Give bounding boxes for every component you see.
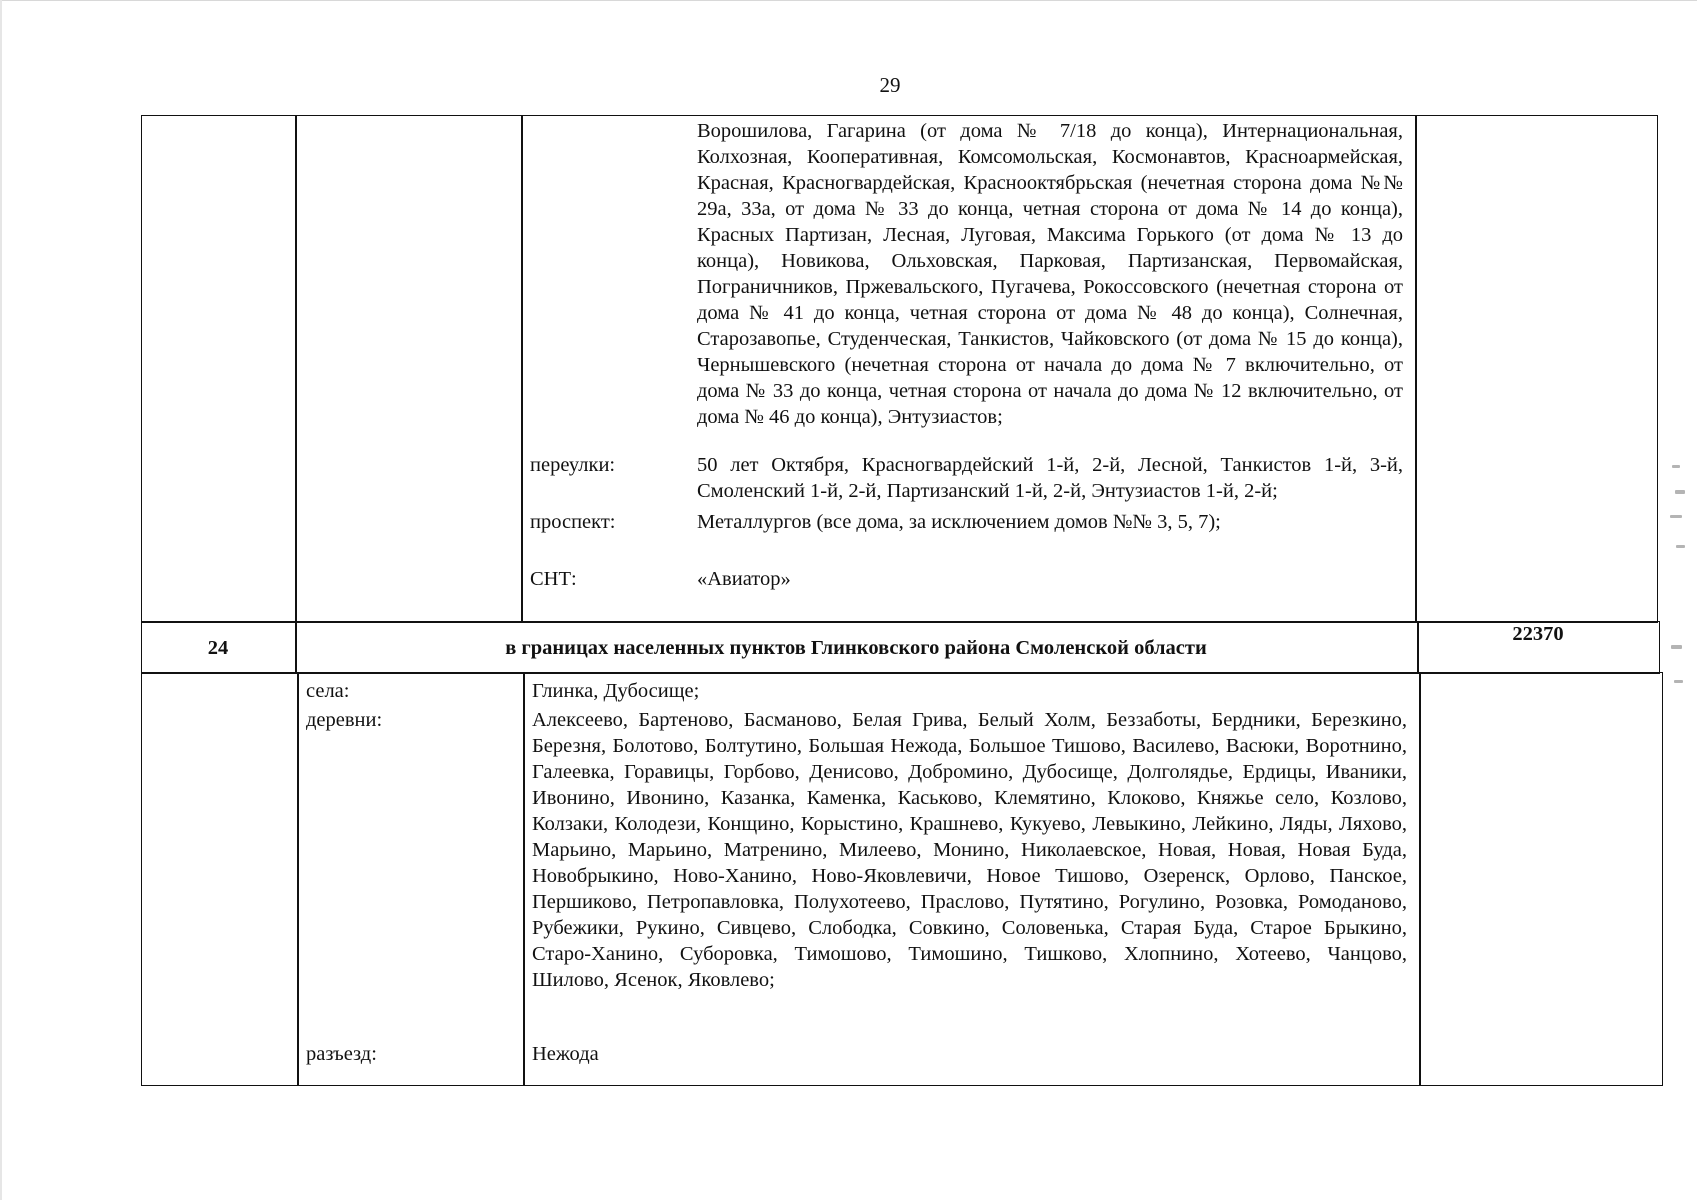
scan-speck xyxy=(1674,680,1683,683)
scan-speck xyxy=(1675,490,1685,494)
row-label-lanes: переулки: xyxy=(530,454,616,476)
scan-edge-left xyxy=(0,0,2,1200)
scan-edge-top xyxy=(0,0,1697,1)
row-label-hamlets: деревни: xyxy=(306,709,383,731)
row-value-lanes: 50 лет Октября, Красногвардейский 1-й, 2-й, Лесной, Танкистов 1-й, 3-й, Смоленский 1-й, 2-й, Партизанский 1-й, 2-й, Энтузиастов 1-й, 2-й; xyxy=(697,454,1403,502)
district-voter-count: 22370 xyxy=(1512,623,1564,645)
streets-list: Ворошилова, Гагарина (от дома № 7/18 до конца), Интернациональная, Колхозная, Кооперативная, Комсомольская, Космонавтов, Красноармейская, Красная, Красногвардейская, Краснооктябрьская (нечетная сторона дома №№ 29а, 33а, от дома № 33 до конца, четная сторона от дома № 14 до конца), Красных Партизан, Лесная, Луговая, Максима Горького (от дома № 13 до конца), Новикова, Ольховская, Парковая, Партизанская, Первомайская, Пограничников, Пржевальского, Пугачева, Рокоссовского (нечетная сторона от дома № 41 до конца, четная сторона от дома № 48 до конца), Солнечная, Старозавопье, Студенческая, Танкистов, Чайковского (от дома № 15 до конца), Чернышевского (нечетная сторона от начала до дома № 7 включительно, от дома № 33 до конца, четная сторона от начала до дома № 12 включительно, от дома № 46 до конца), Энтузиастов; xyxy=(697,120,1403,428)
scan-speck xyxy=(1671,645,1682,649)
column-divider xyxy=(523,673,525,1085)
scan-speck xyxy=(1672,465,1680,468)
scan-speck xyxy=(1670,515,1682,518)
column-divider xyxy=(295,116,297,622)
row-value-villages: Глинка, Дубосище; xyxy=(532,680,700,702)
row-value-snt: «Авиатор» xyxy=(697,568,791,590)
column-divider xyxy=(521,116,523,622)
row-value-siding: Нежода xyxy=(532,1043,599,1065)
row-label-avenue: проспект: xyxy=(530,511,616,533)
row-label-snt: СНТ: xyxy=(530,568,577,590)
district-number: 24 xyxy=(207,637,229,659)
row-value-hamlets: Алексеево, Бартеново, Басманово, Белая Грива, Белый Холм, Беззаботы, Бердники, Березкино, Березня, Болотово, Болтутино, Большая Нежода, Большое Тишово, Василево, Васюки, Воротнино, Галеевка, Горавицы, Горбово, Денисово, Добромино, Дубосище, Долголядье, Ердицы, Иваники, Ивонино, Ивонино, Казанка, Каменка, Каськово, Клемятино, Клоково, Княжье село, Козлово, Колзаки, Колодези, Конщино, Корыстино, Крашнево, Кукуево, Левыкино, Лейкино, Ляды, Ляхово, Марьино, Марьино, Матренино, Милеево, Монино, Николаевское, Новая, Новая, Новая Буда, Новобрыкино, Ново-Ханино, Ново-Яковлевичи, Новое Тишово, Озеренск, Орлово, Панское, Першиково, Петропавловка, Полухотеево, Праслово, Путятино, Рогулино, Розовка, Ромоданово, Рубежики, Рукино, Сивцево, Слободка, Совкино, Соловенька, Старая Буда, Старое Брыкино, Старо-Ханино, Суборовка, Тимошово, Тимошино, Тишково, Хлопнино, Хотеево, Чанцово, Шилово, Ясенок, Яковлево; xyxy=(532,709,1407,991)
row-label-villages: села: xyxy=(306,680,350,702)
district-title: в границах населенных пунктов Глинковского района Смоленской области xyxy=(505,637,1207,659)
column-divider xyxy=(1415,116,1417,622)
column-divider xyxy=(1419,673,1421,1085)
page-number: 29 xyxy=(879,73,901,97)
row-label-siding: разъезд: xyxy=(306,1043,377,1065)
row-value-avenue: Металлургов (все дома, за исключением домов №№ 3, 5, 7); xyxy=(697,511,1221,533)
scan-speck xyxy=(1676,545,1685,548)
column-divider xyxy=(297,673,299,1085)
